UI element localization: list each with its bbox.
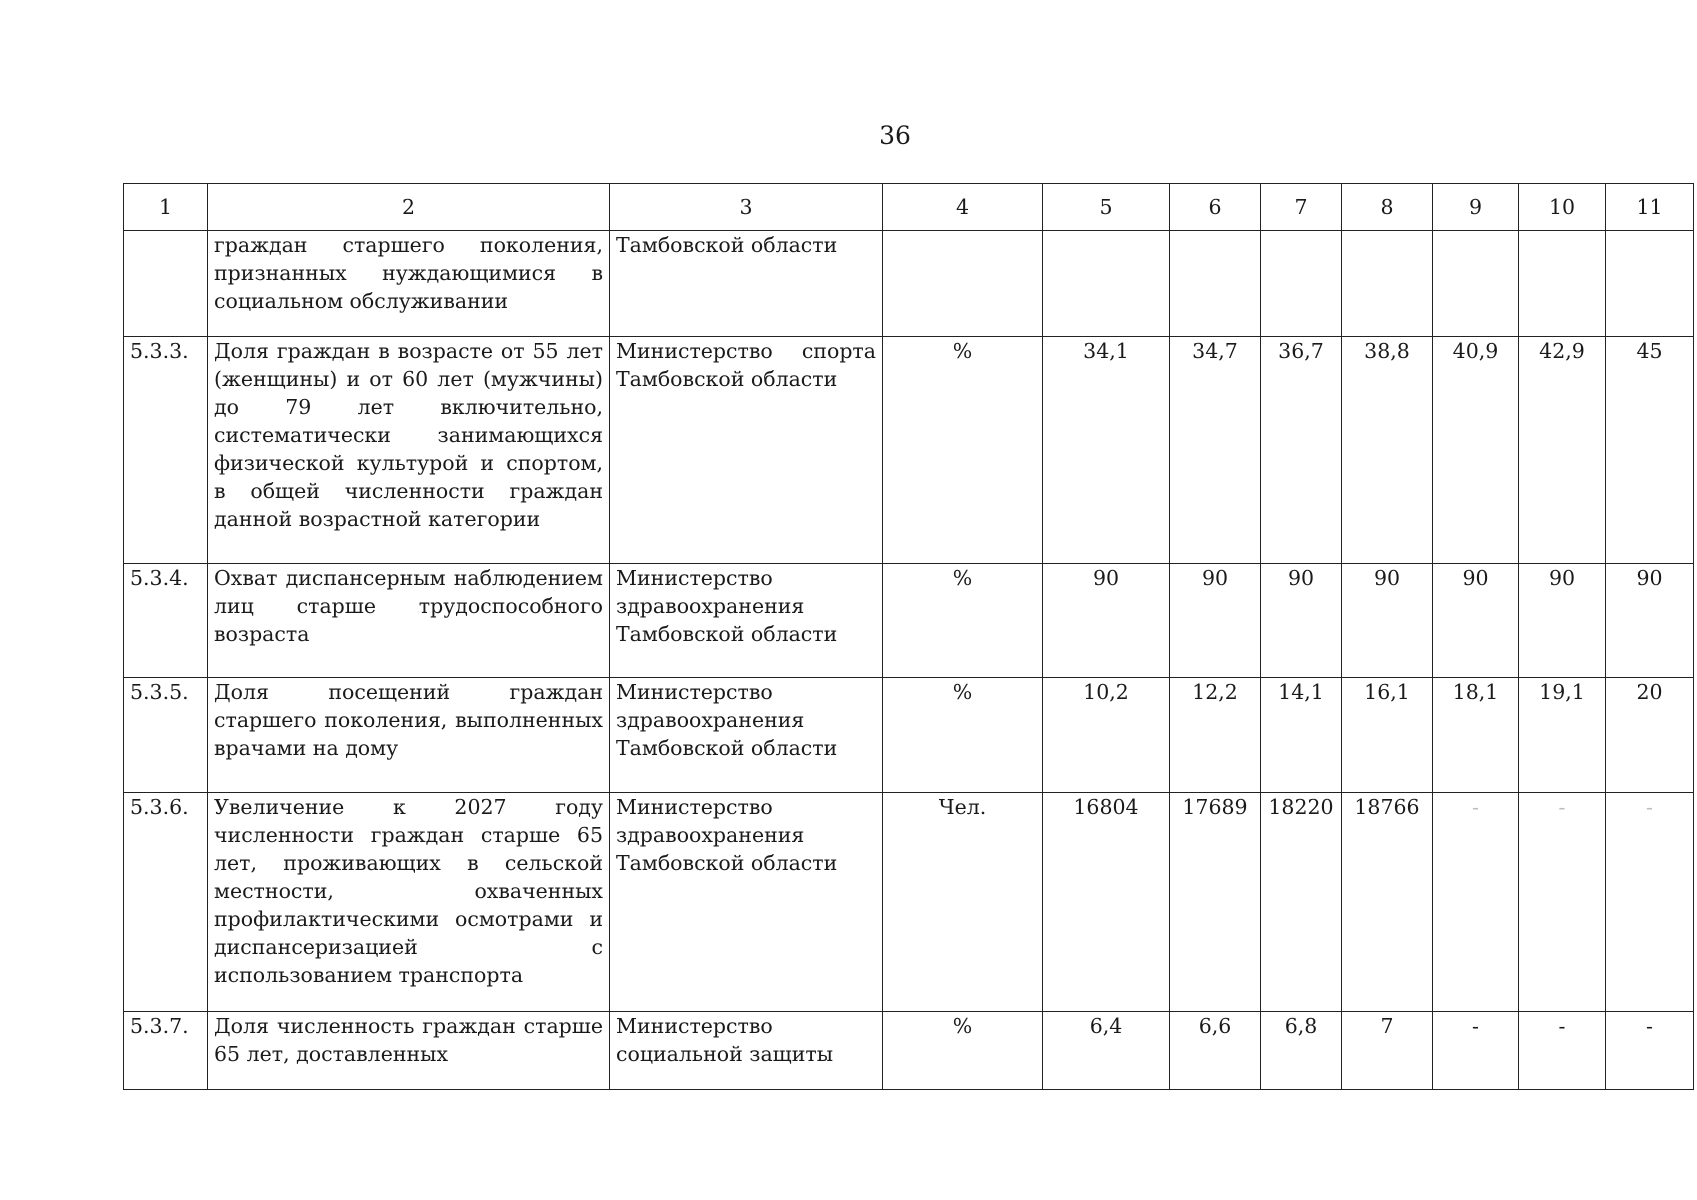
column-header: 4 [883,184,1043,231]
responsible-org: Тамбовской области [610,231,883,337]
value-cell: 19,1 [1519,678,1606,793]
value-cell: - [1519,793,1606,1012]
unit: % [883,1012,1043,1090]
value-cell: 36,7 [1261,337,1342,564]
value-cell: 40,9 [1433,337,1519,564]
value-cell: 17689 [1170,793,1261,1012]
value-cell: 90 [1261,564,1342,678]
value-cell: 45 [1606,337,1694,564]
value-cell: 34,1 [1043,337,1170,564]
value-cell: 16,1 [1342,678,1433,793]
value-cell: - [1606,1012,1694,1090]
responsible-org: Министерство здравоохранения Тамбовской области [610,678,883,793]
column-header: 10 [1519,184,1606,231]
table-row [124,1012,1694,1090]
indicator-name: Увеличение к 2027 году численности граждан старше 65 лет, проживающих в сельской местности, охваченных профилактическими осмотрами и диспансеризацией с использованием транспорта [208,793,610,1012]
indicator-name: Доля посещений граждан старшего поколения, выполненных врачами на дому [208,678,610,793]
unit: % [883,678,1043,793]
responsible-org: Министерство здравоохранения Тамбовской области [610,793,883,1012]
column-header: 8 [1342,184,1433,231]
value-cell [1433,231,1519,337]
value-cell: 90 [1170,564,1261,678]
value-cell: 20 [1606,678,1694,793]
value-cell: 6,6 [1170,1012,1261,1090]
unit: % [883,337,1043,564]
responsible-org: Министерство спорта Тамбовской области [610,337,883,564]
row-number [124,231,208,337]
value-cell [1170,231,1261,337]
column-header: 3 [610,184,883,231]
column-header: 9 [1433,184,1519,231]
unit [883,231,1043,337]
value-cell: 6,4 [1043,1012,1170,1090]
value-cell: - [1519,1012,1606,1090]
column-header: 6 [1170,184,1261,231]
indicator-name: граждан старшего поколения, признанных нуждающимися в социальном обслуживании [208,231,610,337]
value-cell [1519,231,1606,337]
value-cell: 18766 [1342,793,1433,1012]
table-row [124,231,1694,337]
page-number: 36 [879,121,911,150]
value-cell: 14,1 [1261,678,1342,793]
column-header: 7 [1261,184,1342,231]
column-header-row [124,184,1694,231]
value-cell: 6,8 [1261,1012,1342,1090]
table-row [124,793,1694,1012]
table-row [124,678,1694,793]
table-row [124,337,1694,564]
value-cell [1261,231,1342,337]
value-cell [1342,231,1433,337]
value-cell: 7 [1342,1012,1433,1090]
responsible-org: Министерство здравоохранения Тамбовской области [610,564,883,678]
column-header: 11 [1606,184,1694,231]
row-number: 5.3.7. [124,1012,208,1090]
column-header: 1 [124,184,208,231]
unit: % [883,564,1043,678]
table-row [124,564,1694,678]
value-cell: - [1433,1012,1519,1090]
column-header: 5 [1043,184,1170,231]
value-cell: 18,1 [1433,678,1519,793]
row-number: 5.3.4. [124,564,208,678]
value-cell: 90 [1433,564,1519,678]
value-cell: 90 [1342,564,1433,678]
value-cell: 38,8 [1342,337,1433,564]
value-cell: 10,2 [1043,678,1170,793]
row-number: 5.3.3. [124,337,208,564]
value-cell: 90 [1606,564,1694,678]
value-cell [1606,231,1694,337]
value-cell: - [1433,793,1519,1012]
row-number: 5.3.6. [124,793,208,1012]
row-number: 5.3.5. [124,678,208,793]
value-cell: 90 [1519,564,1606,678]
responsible-org: Министерство социальной защиты [610,1012,883,1090]
value-cell: 18220 [1261,793,1342,1012]
value-cell [1043,231,1170,337]
indicators-table [123,183,1694,1090]
indicator-name: Доля численность граждан старше 65 лет, доставленных [208,1012,610,1090]
value-cell: 42,9 [1519,337,1606,564]
value-cell: 16804 [1043,793,1170,1012]
column-header: 2 [208,184,610,231]
indicator-name: Охват диспансерным наблюдением лиц старше трудоспособного возраста [208,564,610,678]
value-cell: 12,2 [1170,678,1261,793]
unit: Чел. [883,793,1043,1012]
value-cell: 90 [1043,564,1170,678]
value-cell: - [1606,793,1694,1012]
value-cell: 34,7 [1170,337,1261,564]
indicator-name: Доля граждан в возрасте от 55 лет (женщины) и от 60 лет (мужчины) до 79 лет включительно, систематически занимающихся физической культурой и спортом, в общей численности граждан данной возрастной категории [208,337,610,564]
